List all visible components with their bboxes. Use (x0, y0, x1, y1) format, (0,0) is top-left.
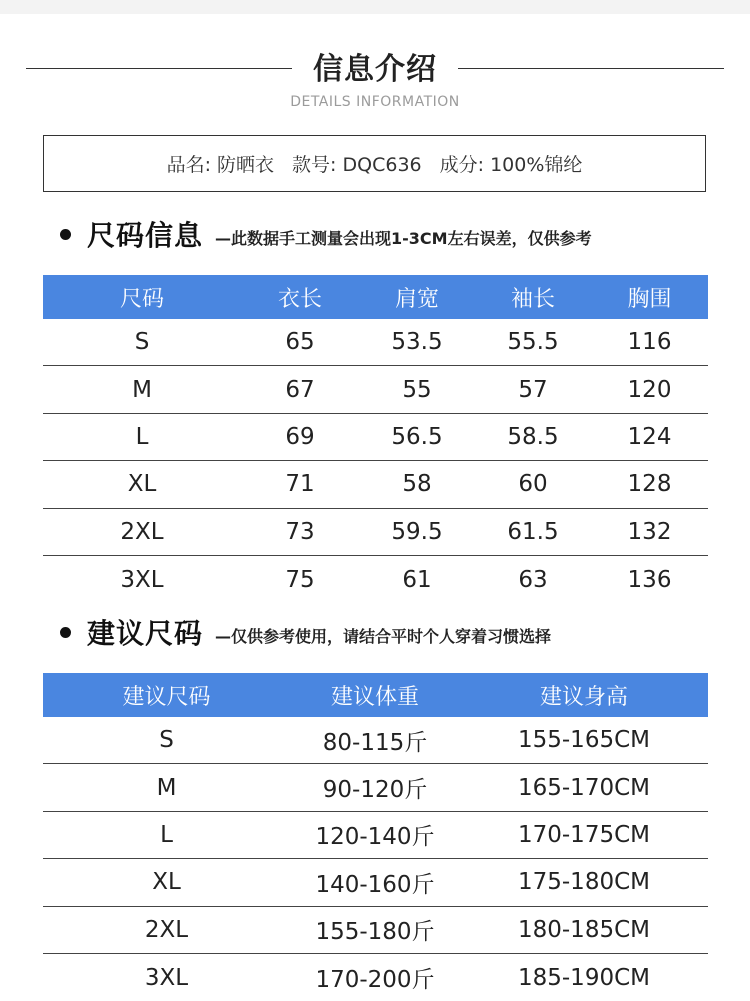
column-header: 尺码 (119, 286, 164, 312)
table-row (43, 954, 708, 1001)
table-row (43, 509, 708, 556)
table-row (43, 556, 708, 603)
table-cell: 59.5 (391, 518, 443, 545)
product-style-value: DQC636 (342, 154, 422, 176)
table-cell: 116 (627, 329, 672, 356)
table-cell: S (159, 727, 174, 754)
table-cell: 58.5 (507, 423, 559, 450)
table-row (43, 366, 708, 413)
table-cell: L (160, 821, 173, 848)
table-cell: 57 (518, 376, 548, 403)
table-row (43, 414, 708, 461)
table-cell: 120 (627, 376, 672, 403)
table-header-row (43, 673, 708, 717)
table-cell: 140-160斤 (315, 871, 435, 898)
table-cell: 155-180斤 (315, 919, 435, 946)
table-cell: 165-170CM (517, 774, 650, 801)
table-cell: 185-190CM (517, 964, 650, 991)
section-header (0, 44, 750, 94)
column-header: 肩宽 (394, 286, 439, 312)
table-cell: 155-165CM (517, 727, 650, 754)
recommend-size-heading (60, 614, 551, 650)
table-cell: S (134, 329, 150, 356)
table-cell: 170-200斤 (315, 967, 435, 994)
table-cell: 175-180CM (517, 869, 650, 896)
table-cell: 180-185CM (517, 916, 650, 943)
table-cell: 71 (285, 471, 315, 498)
table-cell: 3XL (144, 964, 189, 991)
table-row (43, 859, 708, 906)
table-cell: 136 (627, 566, 672, 593)
page-subtitle: DETAILS INFORMATION (290, 94, 460, 110)
table-cell: 73 (285, 518, 315, 545)
bullet-dot-icon (60, 627, 71, 638)
table-cell: 2XL (144, 916, 189, 943)
table-row (43, 461, 708, 508)
page-title: 信息介绍 (313, 52, 437, 87)
title-divider-right (458, 68, 724, 69)
table-cell: 56.5 (391, 423, 443, 450)
size-info-heading (60, 216, 592, 252)
bullet-dot-icon (60, 229, 71, 240)
table-cell: XL (152, 869, 181, 896)
table-cell: 58 (402, 471, 432, 498)
column-header: 胸围 (627, 286, 672, 312)
table-cell: 90-120斤 (322, 777, 428, 804)
product-name-value: 防晒衣 (217, 154, 275, 176)
recommend-size-note: —仅供参考使用，请结合平时个人穿着习惯选择 (215, 626, 552, 646)
table-cell: 3XL (120, 566, 164, 593)
column-header: 建议身高 (539, 684, 628, 710)
table-cell: 80-115斤 (322, 729, 428, 756)
recommend-size-table (43, 673, 708, 1001)
table-cell: 124 (627, 423, 672, 450)
product-material-value: 100%锦纶 (490, 154, 583, 176)
table-cell: M (156, 774, 177, 801)
table-cell: 61 (402, 566, 432, 593)
table-cell: 75 (285, 566, 315, 593)
table-cell: 2XL (120, 518, 164, 545)
table-cell: 67 (285, 376, 315, 403)
table-cell: 53.5 (391, 329, 443, 356)
product-name (167, 150, 274, 177)
table-cell: 55 (402, 376, 432, 403)
product-name-label: 品名: (166, 154, 211, 176)
table-cell: M (132, 376, 152, 403)
table-cell: 65 (285, 329, 315, 356)
product-material (440, 150, 583, 177)
product-style-label: 款号: (292, 154, 337, 176)
table-cell: L (135, 423, 149, 450)
table-cell: 170-175CM (517, 821, 650, 848)
product-info-box (43, 135, 706, 192)
table-cell: 60 (518, 471, 548, 498)
table-row (43, 717, 708, 764)
table-row (43, 764, 708, 811)
recommend-size-title: 建议尺码 (87, 617, 204, 650)
top-band (0, 0, 750, 14)
table-cell: 120-140斤 (315, 824, 435, 851)
table-cell: 69 (285, 423, 315, 450)
table-cell: 55.5 (507, 329, 559, 356)
title-divider-left (26, 68, 292, 69)
column-header: 建议体重 (330, 684, 419, 710)
table-cell: 63 (518, 566, 548, 593)
column-header: 袖长 (510, 286, 555, 312)
size-chart-table (43, 275, 708, 603)
product-style (292, 150, 422, 177)
table-row (43, 319, 708, 366)
table-row (43, 907, 708, 954)
table-cell: 61.5 (507, 518, 559, 545)
table-header-row (43, 275, 708, 319)
column-header: 衣长 (277, 286, 322, 312)
table-row (43, 812, 708, 859)
size-info-title: 尺码信息 (87, 219, 204, 252)
size-info-note: —此数据手工测量会出现1-3CM左右误差，仅供参考 (215, 228, 592, 248)
product-material-label: 成分: (439, 154, 485, 176)
table-cell: 128 (627, 471, 672, 498)
table-cell: 132 (627, 518, 672, 545)
column-header: 建议尺码 (122, 684, 211, 710)
table-cell: XL (127, 471, 157, 498)
